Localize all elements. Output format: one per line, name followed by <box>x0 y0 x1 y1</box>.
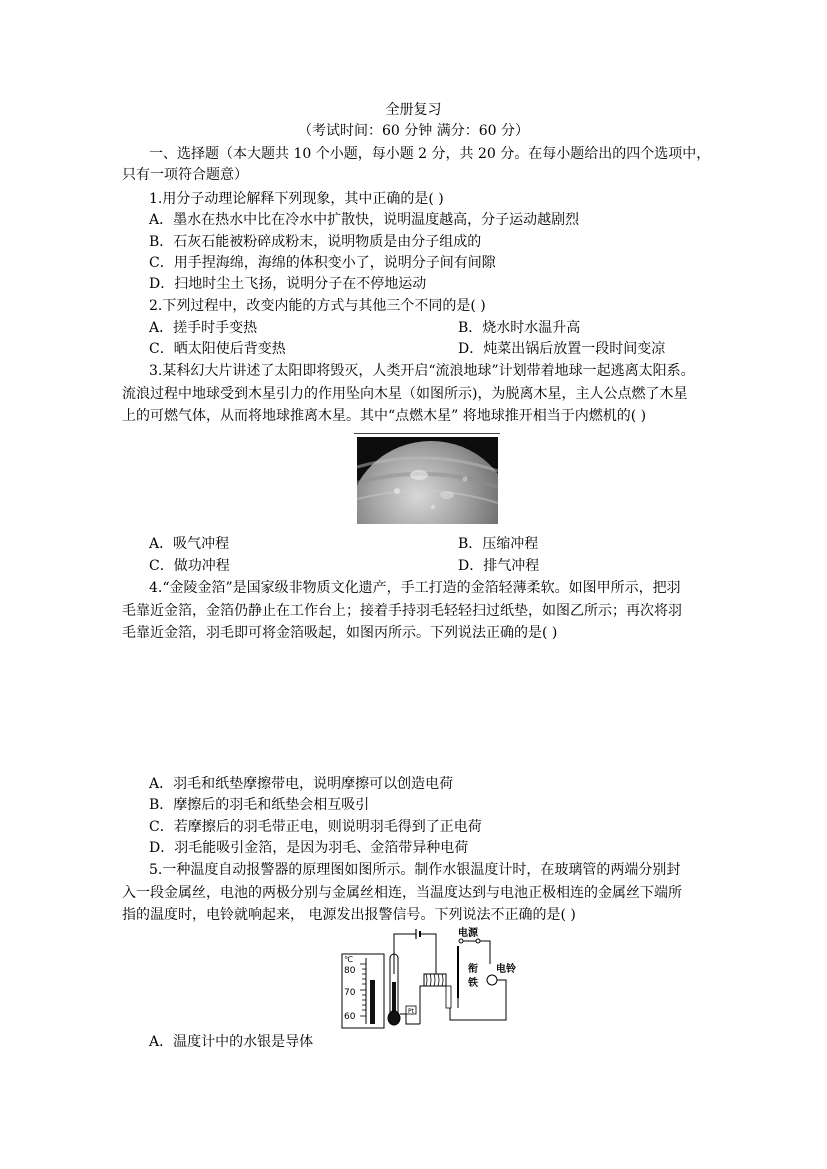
scale-label-80: 80 <box>344 966 356 976</box>
armature-label-2: 铁 <box>468 978 478 989</box>
q3-stem-line3: 上的可燃气体，从而将地球推离木星。其中“点燃木星” 将地球推开相当于内燃机的( ) <box>122 408 647 424</box>
section-heading-line1: 一、选择题（本大题共 10 个小题，每小题 2 分，共 20 分。在每小题给出的四个选项中， <box>149 146 711 162</box>
q2-option-c: C．晒太阳使后背变热 <box>149 341 286 357</box>
q3-option-d: D．排气冲程 <box>458 558 540 574</box>
q5-stem-line2: 入一段金属丝，电池的两极分别与金属丝相连，当温度达到与电池正极相连的金属丝下端所 <box>122 885 682 901</box>
alarm-circuit-diagram <box>340 924 522 1032</box>
q1-option-b: B．石灰石能被粉碎成粉末，说明物质是由分子组成的 <box>149 234 482 250</box>
jupiter-photo <box>357 437 498 524</box>
q5-stem-line1: 5.一种温度自动报警器的原理图如图所示。制作水银温度计时，在玻璃管的两端分别封 <box>149 862 681 878</box>
electric-bell <box>487 975 497 985</box>
q2-option-a: A．搓手时手变热 <box>149 320 258 336</box>
q3-stem-line1: 3.某科幻大片讲述了太阳即将毁灭，人类开启“流浪地球”计划带着地球一起逃离太阳系。 <box>149 363 695 379</box>
q4-stem-line2: 毛靠近金箔，金箔仍静止在工作台上；接着手持羽毛轻轻扫过纸垫，如图乙所示；再次将羽 <box>122 603 682 619</box>
q1-stem: 1.用分子动理论解释下列现象，其中正确的是( ) <box>149 191 444 207</box>
svg-text:Pt: Pt <box>408 1008 414 1015</box>
q2-stem: 2.下列过程中，改变内能的方式与其他三个不同的是( ) <box>149 298 486 314</box>
armature-label-1: 衔 <box>468 964 478 975</box>
q4-stem-line1: 4.“金陵金箔”是国家级非物质文化遗产，手工打造的金箔轻薄柔软。如图甲所示，把羽 <box>149 580 681 596</box>
page-title: 全册复习 <box>385 102 442 118</box>
scale-label-60: 60 <box>344 1012 356 1022</box>
q4-option-c: C．若摩擦后的羽毛带正电，则说明羽毛得到了正电荷 <box>149 819 482 835</box>
q1-option-c: C．用手捏海绵，海绵的体积变小了，说明分子间有间隙 <box>149 255 496 271</box>
page-subtitle: （考试时间：60 分钟 满分：60 分） <box>298 123 529 139</box>
scale-unit-label: ℃ <box>344 955 353 964</box>
scale-label-70: 70 <box>344 988 356 998</box>
bell-label: 电铃 <box>496 964 516 975</box>
q4-option-d: D．羽毛能吸引金箔，是因为羽毛、金箔带异种电荷 <box>149 840 469 856</box>
q1-option-d: D．扫地时尘土飞扬，说明分子在不停地运动 <box>149 276 427 292</box>
q4-option-a: A．羽毛和纸垫摩擦带电，说明摩擦可以创造电荷 <box>149 776 454 792</box>
q2-option-b: B．烧水时水温升高 <box>458 320 581 336</box>
q3-option-a: A．吸气冲程 <box>149 536 230 552</box>
q3-option-c: C．做功冲程 <box>149 558 230 574</box>
section-heading-line2: 只有一项符合题意） <box>122 167 248 183</box>
q3-stem-line2: 流浪过程中地球受到木星引力的作用坠向木星（如图所示)，为脱离木星，主人公点燃了木星 <box>122 386 688 402</box>
thermometer-bulb <box>388 1011 400 1025</box>
q4-stem-line3: 毛靠近金箔，羽毛即可将金箔吸起，如图丙所示。下列说法正确的是( ) <box>122 625 558 641</box>
figure-top-rule <box>354 433 500 434</box>
q2-option-d: D．炖菜出锅后放置一段时间变凉 <box>458 341 666 357</box>
q3-option-b: B．压缩冲程 <box>458 536 539 552</box>
q4-option-b: B．摩擦后的羽毛和纸垫会相互吸引 <box>149 797 370 813</box>
q5-option-a: A．温度计中的水银是导体 <box>149 1034 314 1050</box>
scale-mercury <box>370 980 375 1024</box>
power-label: 电源 <box>458 928 478 939</box>
q5-stem-line3: 指的温度时，电铃就响起来， 电源发出报警信号。下列说法不正确的是( ) <box>122 907 576 923</box>
q1-option-a: A．墨水在热水中比在冷水中扩散快，说明温度越高，分子运动越剧烈 <box>149 212 580 228</box>
